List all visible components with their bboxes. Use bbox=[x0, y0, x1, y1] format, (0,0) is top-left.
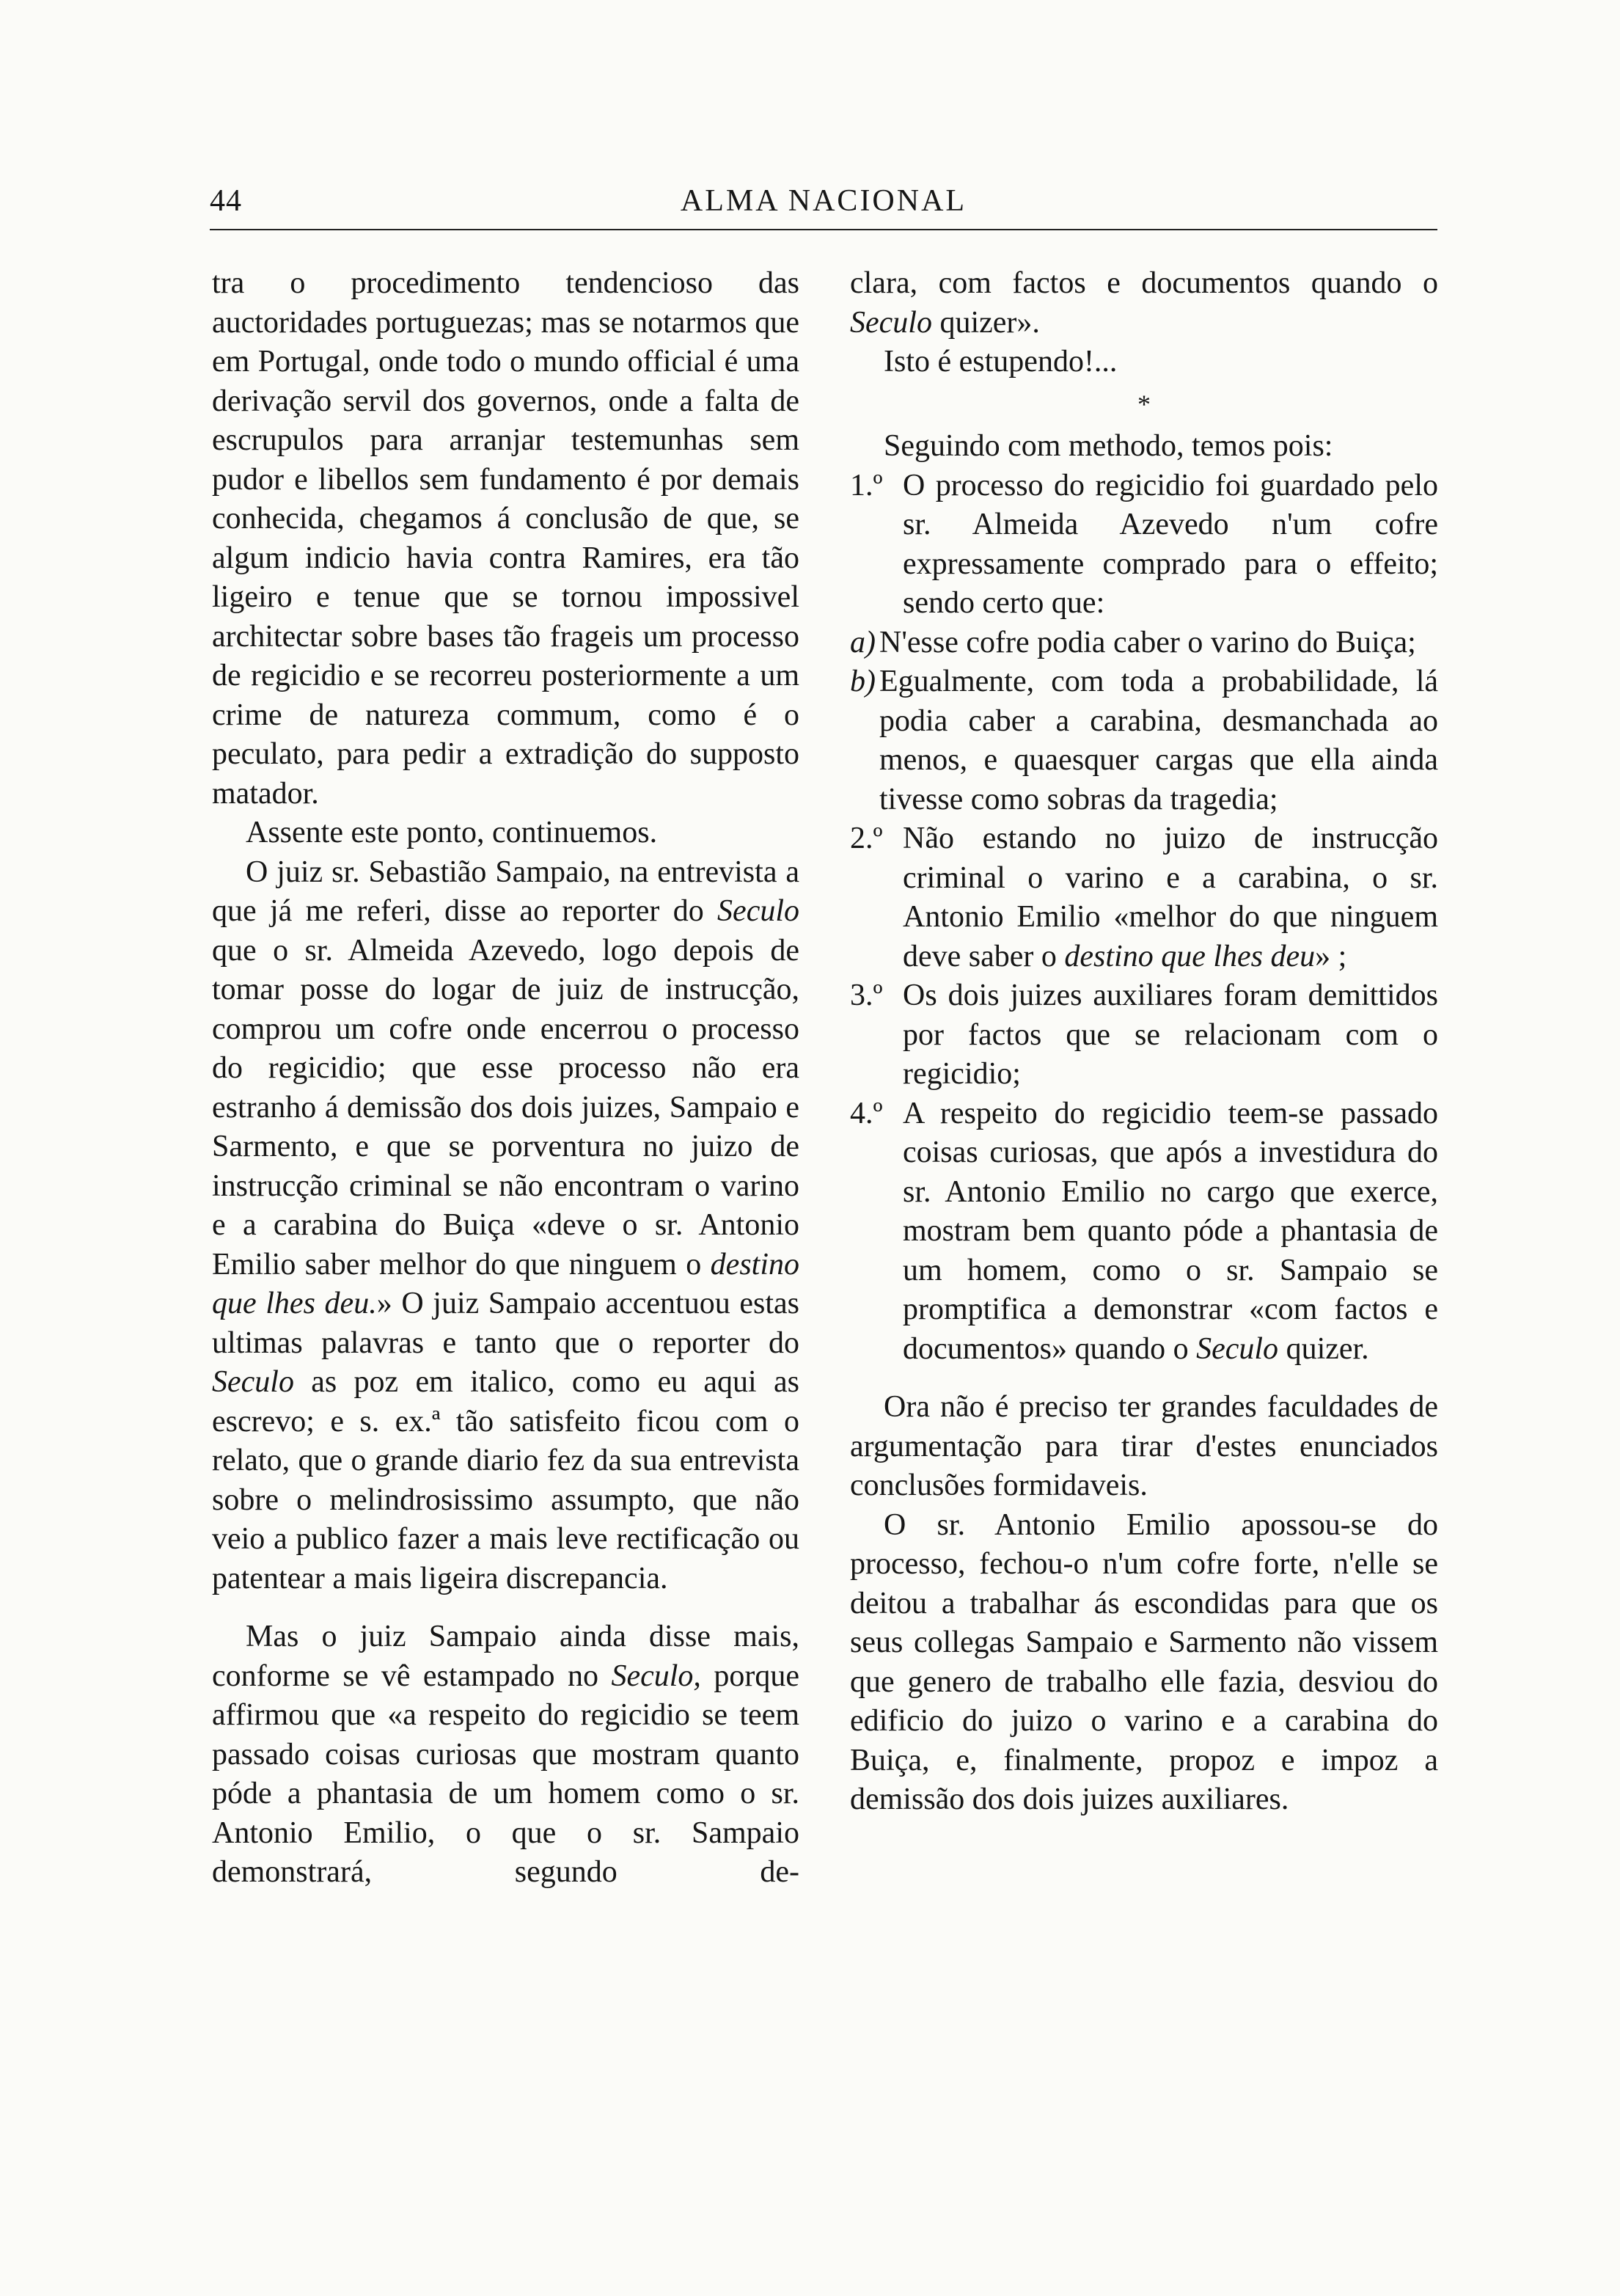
text-run: quizer». bbox=[931, 305, 1040, 340]
list-item-b bbox=[850, 662, 1438, 819]
left-paragraph-3 bbox=[212, 853, 799, 1599]
text-run: A respeito do regicidio teem-se passado coisas curiosas, que após a investidura do sr. Antonio Emilio no cargo que exerce, mostram bem quanto póde a phantasia de um homem, como o sr. Sampaio se promptifica a demonstrar «com factos e documentos» quando o bbox=[903, 1096, 1438, 1366]
italic-quote: destino que lhes deu bbox=[1064, 939, 1316, 973]
text-run: O juiz sr. Sebastião Sampaio, na entrevista a que já me referi, disse ao reporter do bbox=[212, 855, 799, 928]
left-paragraph-2: Assente este ponto, continuemos. bbox=[246, 816, 658, 849]
list-item-text: O processo do regicidio foi guardado pelo sr. Almeida Azevedo n'um cofre expressamente comprado para o effeito; sendo certo que: bbox=[903, 468, 1438, 620]
text-run: quizer. bbox=[1278, 1331, 1369, 1366]
text-run: Não estando no juizo de instrucção criminal o varino e a carabina, o sr. Antonio Emilio «melhor do que ninguem deve saber o bbox=[903, 822, 1438, 973]
page-header bbox=[210, 183, 1437, 227]
list-marker: 2.º bbox=[850, 822, 883, 855]
right-paragraph-4: Ora não é preciso ter grandes faculdades de argumentação para tirar d'estes enunciados conclusões formidaveis. bbox=[850, 1390, 1438, 1502]
list-item-text bbox=[903, 1094, 1438, 1370]
page-number: 44 bbox=[210, 184, 242, 218]
list-item-text: Os dois juizes auxiliares foram demittidos por factos que se relacionam com o regicidio; bbox=[903, 979, 1438, 1091]
header-rule bbox=[210, 229, 1437, 230]
text-run: » ; bbox=[1315, 939, 1347, 973]
list-item-text bbox=[903, 819, 1438, 976]
right-paragraph-1 bbox=[850, 264, 1438, 343]
italic-seculo: Seculo bbox=[212, 1365, 294, 1399]
list-marker: a) bbox=[850, 625, 876, 659]
list-item-text: Egualmente, com toda a probabilidade, lá podia caber a carabina, desmanchada ao menos, e quaesquer cargas que ella ainda tivesse como sobras da tragedia; bbox=[879, 665, 1438, 816]
right-paragraph-3: Seguindo com methodo, temos pois: bbox=[884, 429, 1333, 463]
text-run: que o sr. Almeida Azevedo, logo depois de tomar posse do logar de juiz de instrucção, comprou um cofre onde encerrou o processo do regicidio; que esse processo não era estranho á demissão dos dois juizes, Sampaio e Sarmento, e que se porventura no juizo de instrucção criminal se não encontram o varino e a carabina do Buiça «deve o sr. Antonio Emilio saber melhor do que ninguem o bbox=[212, 933, 799, 1282]
list-item-3 bbox=[850, 976, 1438, 1094]
list-item-1 bbox=[850, 467, 1438, 624]
left-paragraph-1: tra o procedimento tendencioso das auctoridades portuguezas; mas se notarmos que em Portugal, onde todo o mundo official é uma derivação servil dos governos, onde a falta de escrupulos para arranjar testemunhas sem pudor e libellos sem fundamento é por demais conhecida, chegamos á conclusão de que, se algum indicio havia contra Ramires, era tão ligeiro e tenue que se tornou impossivel architectar sobre bases tão frageis um processo de regicidio e se recorreu posteriormente a um crime de natureza commum, como é o peculato, para pedir a extradição do supposto matador. bbox=[212, 266, 799, 811]
text-run: » O juiz Sampaio accentuou estas ultimas palavras e tanto que o reporter do bbox=[212, 1287, 799, 1360]
left-column bbox=[212, 264, 799, 1893]
right-paragraph-5: O sr. Antonio Emilio apossou-se do processo, fechou-o n'um cofre forte, n'elle se deitou a trabalhar ás escondidas para que os seus collegas Sampaio e Sarmento não vissem que genero de trabalho elle fazia, desviou do edificio do juizo o varino e a carabina do Buiça, e, finalmente, propoz e impoz a demissão dos dois juizes auxiliares. bbox=[850, 1507, 1438, 1816]
list-item-4 bbox=[850, 1094, 1438, 1370]
italic-quote: destino que lhes deu. bbox=[212, 1247, 799, 1320]
text-run: porque affirmou que «a respeito do regicidio se teem passado coisas curiosas que mostram quanto póde a phantasia de um homem como o sr. Antonio Emilio, o que o sr. Sampaio demonstrará, segundo de- bbox=[212, 1659, 799, 1889]
list-marker: b) bbox=[850, 665, 876, 698]
right-column bbox=[850, 264, 1438, 1820]
list-marker: 3.º bbox=[850, 979, 883, 1012]
list-item-text: N'esse cofre podia caber o varino do Buiça; bbox=[879, 625, 1416, 659]
right-paragraph-2: Isto é estupendo!... bbox=[884, 345, 1118, 379]
list-marker: 4.º bbox=[850, 1096, 883, 1130]
text-run: clara, com factos e documentos quando o bbox=[850, 266, 1438, 300]
italic-seculo: Seculo bbox=[1196, 1331, 1279, 1366]
text-run: as poz em italico, como eu aqui as escrevo; e s. ex.ª tão satisfeito ficou com o relato, que o grande diario fez da sua entrevista sobre o melindrosissimo assumpto, que não veio a publico fazer a mais leve rectificação ou patentear a mais ligeira discrepancia. bbox=[212, 1365, 799, 1595]
text-run: Mas o juiz Sampaio ainda disse mais, conforme se vê estampado no bbox=[212, 1620, 799, 1693]
left-paragraph-4 bbox=[212, 1617, 799, 1893]
list-item-2 bbox=[850, 819, 1438, 976]
list-item-a bbox=[850, 624, 1438, 663]
list-marker: 1.º bbox=[850, 468, 883, 502]
running-title: ALMA NACIONAL bbox=[680, 184, 967, 218]
italic-seculo: Seculo bbox=[717, 894, 799, 928]
italic-seculo: Seculo bbox=[850, 305, 932, 340]
section-separator: * bbox=[1137, 389, 1151, 419]
italic-seculo: Seculo, bbox=[611, 1659, 701, 1693]
